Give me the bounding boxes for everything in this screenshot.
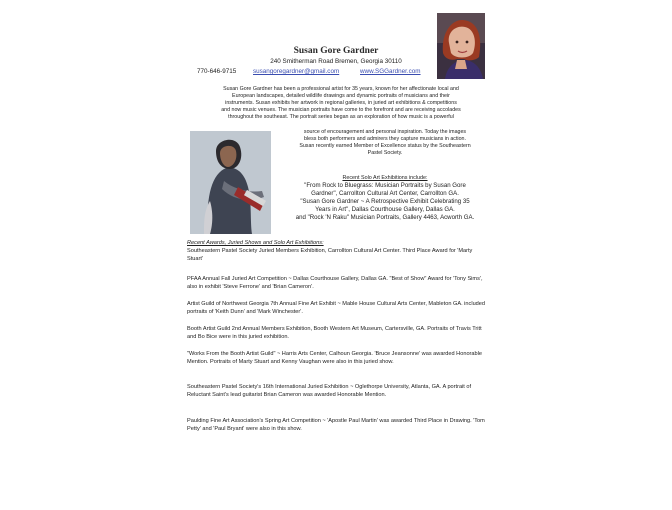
bio-line: Susan recently earned Member of Excellence status by the Southeastern — [299, 143, 471, 149]
solo-line: Years in Art", Dallas Courthouse Gallery, Dallas GA. — [315, 206, 455, 213]
bio-line: Susan Gore Gardner has been a professional artist for 35 years, known for her affectionate local and — [223, 86, 459, 92]
artist-photo — [437, 13, 485, 79]
bio-line: European landscapes, detailed wildlife drawings and dynamic portraits of musicians and their — [232, 93, 450, 99]
award-entry: PFAA Annual Fall Juried Art Competition ~ Dallas Courthouse Gallery, Dallas GA. "Best of Show" Award for 'Tony Sims', also in exhibit 'Steve Ferrone' and 'Brian Cameron'. — [187, 276, 483, 291]
award-entry: Paulding Fine Art Association's Spring Art Competition ~ 'Apostle Paul Martin' was awarded Third Place in Drawing. 'Tom Petty' and 'Paul Bryant' were also in this show. — [187, 418, 485, 433]
award-entry: Southeastern Pastel Society's 16th International Juried Exhibition ~ Oglethorpe University, Atlanta, GA. A portrait of Reluctant Saint's lead guitarist Brian Cameron was awarded Honorable Mention. — [187, 384, 472, 399]
award-entry: Booth Artist Guild 2nd Annual Members Exhibition, Booth Western Art Museum, Cartersville, GA. Portraits of Travis Tritt and Bo Bice were in this juried exhibition. — [187, 326, 482, 341]
bio-line: bless both performers and admirers they capture musicians in action. — [304, 136, 466, 142]
website-link[interactable]: www.SGGardner.com — [360, 68, 421, 75]
bio-line: throughout the southeast. The portrait series began as an exploration of how music is a powerful — [228, 114, 454, 120]
bio-line: instruments. Susan exhibits her artwork in regional galleries, in juried art exhibitions & competitions — [225, 100, 457, 106]
solo-line: "From Rock to Bluegrass: Musician Portraits by Susan Gore — [304, 182, 466, 189]
award-entry: Artist Guild of Northwest Georgia 7th Annual Fine Art Exhibit ~ Mable House Cultural Arts Center, Mableton GA. included portraits of 'Keith Dunn' and 'Mark Winchester'. — [187, 301, 486, 316]
solo-line: "Susan Gore Gardner ~ A Retrospective Exhibit Celebrating 35 — [300, 198, 470, 205]
solo-line: Gardner", Carrollton Cultural Art Center, Carrollton GA. — [311, 190, 459, 197]
musician-portrait — [190, 131, 271, 234]
bio-line: and now music venues. The musician portraits have come to the forefront and are receiving accolades — [221, 107, 461, 113]
bio-line: source of encouragement and personal inspiration. Today the images — [303, 129, 467, 135]
address: 240 Smitherman Road Bremen, Georgia 30110 — [270, 58, 402, 65]
award-entry: "Works From the Booth Artist Guild" ~ Harris Arts Center, Calhoun Georgia. 'Bruce Jeansonne' was awarded Honorable Mention. Portraits of Marty Stuart and Kenny Vaughan were also in this juried show. — [187, 351, 482, 366]
solo-line: and "Rock 'N Raku" Musician Portraits, Gallery 4463, Acworth GA. — [295, 214, 475, 221]
artist-name: Susan Gore Gardner — [293, 46, 379, 56]
bio-line: Pastel Society. — [367, 150, 403, 156]
award-entry: Southeastern Pastel Society Juried Members Exhibition, Carrollton Cultural Art Center. Third Place Award for 'Marty Stuart' — [187, 248, 473, 263]
email-link[interactable]: susangoregardner@gmail.com — [253, 68, 340, 75]
phone: 770-646-9715 — [197, 68, 237, 75]
solo-exhibitions-title: Recent Solo Art Exhibitions include: — [342, 175, 428, 181]
awards-title: Recent Awards, Juried Shows and Solo Art Exhibitions: — [187, 240, 324, 246]
